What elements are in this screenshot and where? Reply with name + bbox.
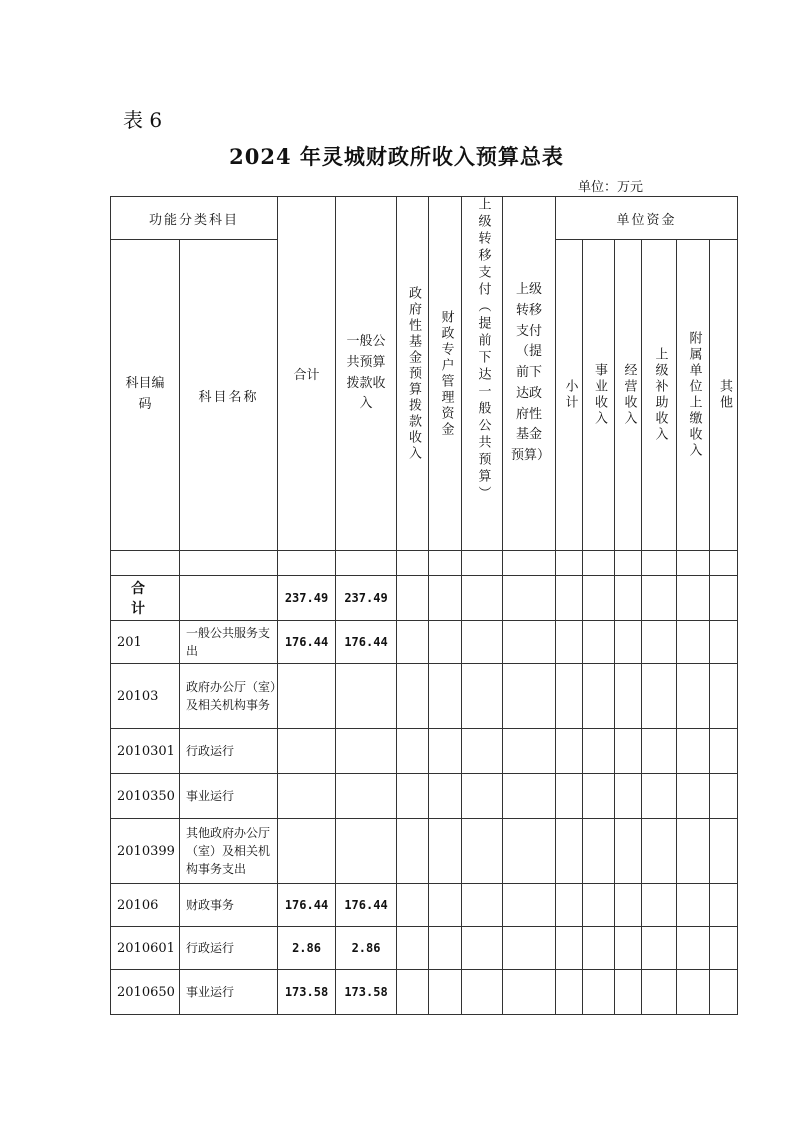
table-row bbox=[111, 664, 738, 729]
row-name: 事业运行 bbox=[180, 774, 278, 819]
row-code: 2010601 bbox=[111, 927, 180, 970]
table-row bbox=[111, 621, 738, 664]
row-total bbox=[278, 729, 336, 774]
table-row bbox=[111, 774, 738, 819]
table-row bbox=[111, 729, 738, 774]
row-general bbox=[336, 819, 397, 884]
table-row bbox=[111, 970, 738, 1015]
row-total: 2.86 bbox=[278, 927, 336, 970]
row-general bbox=[336, 774, 397, 819]
header-operating: 经营收入 bbox=[615, 240, 642, 551]
header-subtotal: 小计 bbox=[556, 240, 583, 551]
header-code: 科目编码 bbox=[111, 240, 180, 551]
unit-label: 单位：万元 bbox=[578, 180, 644, 195]
table-row bbox=[111, 927, 738, 970]
row-general: 2.86 bbox=[336, 927, 397, 970]
row-total bbox=[278, 774, 336, 819]
total-sum: 237.49 bbox=[278, 576, 336, 621]
header-gov-fund: 政府性基金预算拨款收入 bbox=[397, 197, 429, 551]
row-name: 一般公共服务支出 bbox=[180, 621, 278, 664]
header-transfer-general: 上级转移支付（提前下达一般公共预算） bbox=[462, 197, 503, 551]
row-general bbox=[336, 729, 397, 774]
row-name: 政府办公厅（室）及相关机构事务 bbox=[180, 664, 278, 729]
table-number-label: 表 6 bbox=[123, 108, 163, 132]
row-code: 20103 bbox=[111, 664, 180, 729]
header-general: 一般公共预算拨款收入 bbox=[336, 197, 397, 551]
header-total: 合计 bbox=[278, 197, 336, 551]
row-code: 2010301 bbox=[111, 729, 180, 774]
row-general: 176.44 bbox=[336, 621, 397, 664]
total-label: 合 计 bbox=[111, 576, 180, 621]
row-name: 事业运行 bbox=[180, 970, 278, 1015]
budget-table bbox=[110, 196, 738, 1015]
row-name: 其他政府办公厅（室）及相关机构事务支出 bbox=[180, 819, 278, 884]
row-total: 176.44 bbox=[278, 884, 336, 927]
row-general bbox=[336, 664, 397, 729]
row-code: 2010650 bbox=[111, 970, 180, 1015]
row-name: 行政运行 bbox=[180, 729, 278, 774]
row-name: 行政运行 bbox=[180, 927, 278, 970]
row-name: 财政事务 bbox=[180, 884, 278, 927]
row-general: 176.44 bbox=[336, 884, 397, 927]
row-total bbox=[278, 664, 336, 729]
total-general: 237.49 bbox=[336, 576, 397, 621]
table-row bbox=[111, 819, 738, 884]
row-code: 2010350 bbox=[111, 774, 180, 819]
document-title: 2024 年灵城财政所收入预算总表 bbox=[229, 144, 564, 169]
header-affiliated: 附属单位上缴收入 bbox=[677, 240, 710, 551]
header-function-group: 功能分类科目 bbox=[111, 197, 278, 240]
header-special: 财政专户管理资金 bbox=[429, 197, 462, 551]
row-code: 20106 bbox=[111, 884, 180, 927]
row-total bbox=[278, 819, 336, 884]
row-code: 2010399 bbox=[111, 819, 180, 884]
header-name: 科目名称 bbox=[180, 240, 278, 551]
header-transfer-fund: 上级转移支付（提前下达政府性基金预算） bbox=[503, 197, 556, 551]
row-general: 173.58 bbox=[336, 970, 397, 1015]
row-total: 176.44 bbox=[278, 621, 336, 664]
header-other: 其他 bbox=[710, 240, 738, 551]
spacer-row bbox=[111, 551, 738, 576]
row-total: 173.58 bbox=[278, 970, 336, 1015]
row-code: 201 bbox=[111, 621, 180, 664]
table-row bbox=[111, 884, 738, 927]
header-subsidy: 上级补助收入 bbox=[642, 240, 677, 551]
header-business: 事业收入 bbox=[583, 240, 615, 551]
total-row bbox=[111, 576, 738, 621]
header-unit-funds: 单位资金 bbox=[556, 197, 738, 240]
